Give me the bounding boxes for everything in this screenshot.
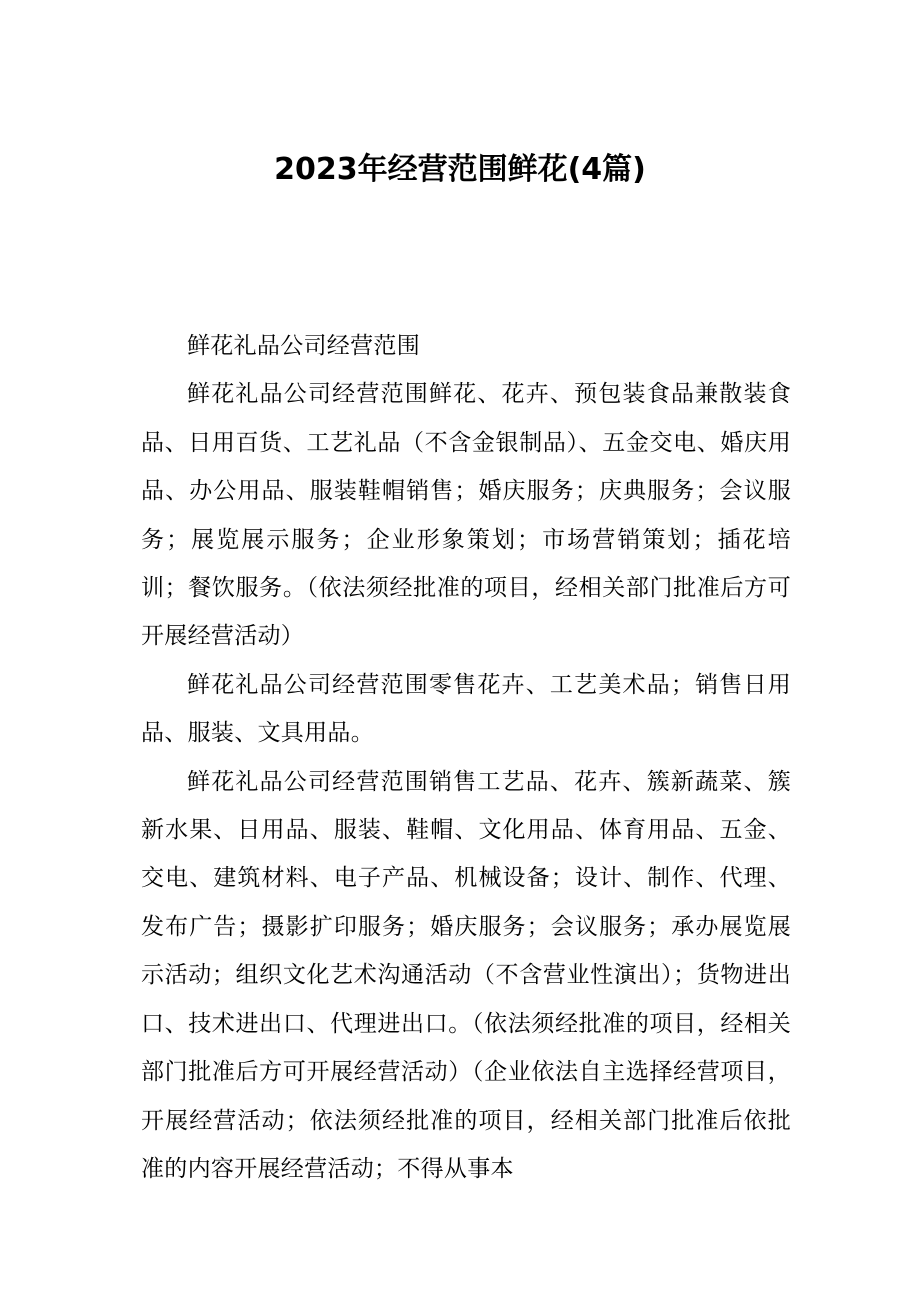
paragraph-business-scope-1: 鲜花礼品公司经营范围鲜花、花卉、预包装食品兼散装食品、日用百货、工艺礼品（不含金银制品）、五金交电、婚庆用品、办公用品、服装鞋帽销售；婚庆服务；庆典服务；会议服务；展览展示服务；企业形象策划；市场营销策划；插花培训；餐饮服务。（依法须经批准的项目，经相关部门批准后方可开展经营活动）: [141, 381, 791, 650]
document-title: 2023年经营范围鲜花(4篇): [274, 152, 646, 187]
paragraph-heading: 鲜花礼品公司经营范围: [187, 333, 420, 359]
paragraph-business-scope-3: 鲜花礼品公司经营范围销售工艺品、花卉、簇新蔬菜、簇新水果、日用品、服装、鞋帽、文化用品、体育用品、五金、交电、建筑材料、电子产品、机械设备；设计、制作、代理、发布广告；摄影扩印服务；婚庆服务；会议服务；承办展览展示活动；组织文化艺术沟通活动（不含营业性演出）；货物进出口、技术进出口、代理进出口。（依法须经批准的项目，经相关部门批准后方可开展经营活动）（企业依法自主选择经营项目，开展经营活动；依法须经批准的项目，经相关部门批准后依批准的内容开展经营活动；不得从事本: [141, 768, 791, 1182]
paragraph-business-scope-2: 鲜花礼品公司经营范围零售花卉、工艺美术品；销售日用品、服装、文具用品。: [141, 671, 791, 747]
document-body: [141, 322, 791, 1193]
